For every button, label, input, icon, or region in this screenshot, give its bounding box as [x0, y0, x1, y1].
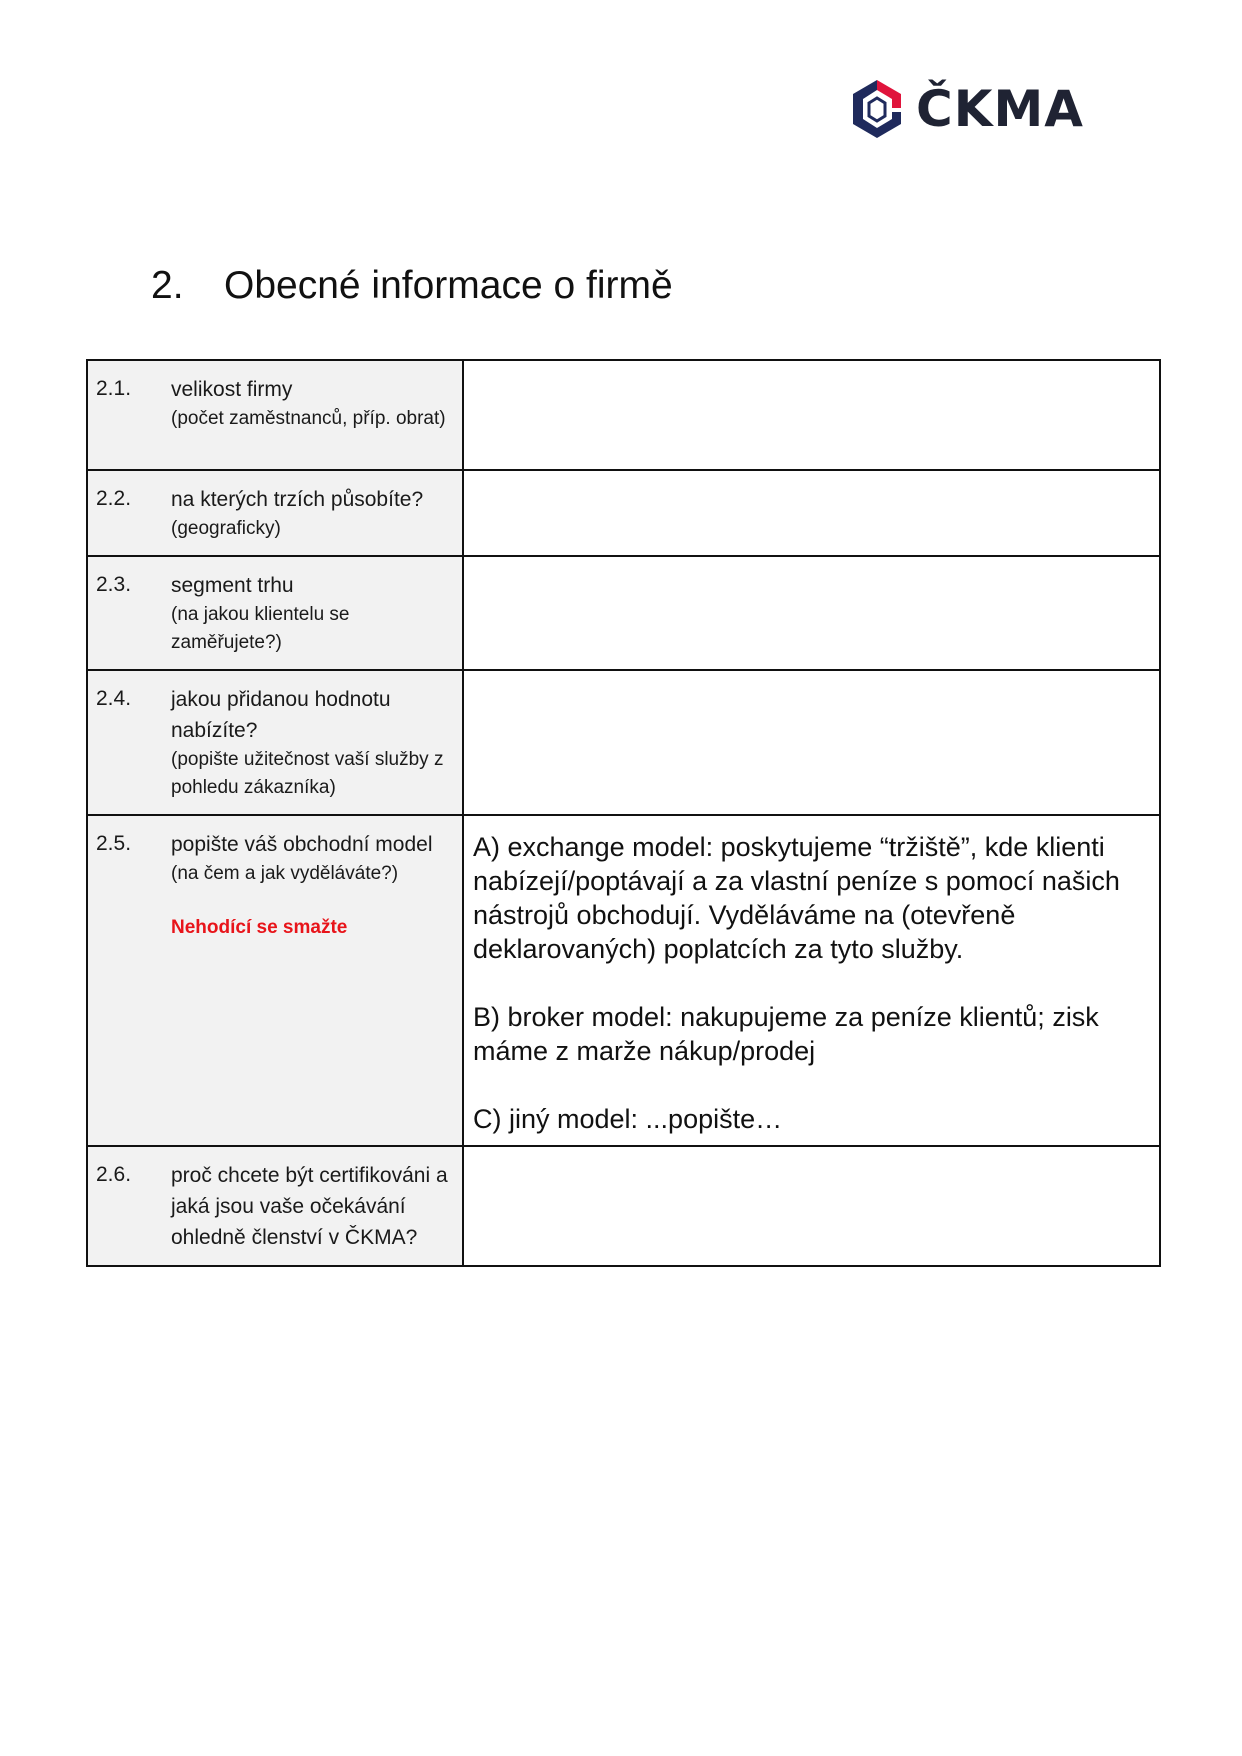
answer-field-company-size[interactable]	[463, 360, 1160, 470]
business-model-option-b: B) broker model: nakupujeme za peníze klientů; zisk máme z marže nákup/prodej	[473, 1002, 1099, 1066]
section-number: 2.	[151, 264, 184, 307]
table-row	[87, 815, 1160, 1146]
question-hint: (na jakou klientelu se zaměřujete?)	[171, 604, 350, 653]
business-model-option-c: C) jiný model: ...popište…	[473, 1104, 783, 1134]
section-heading	[151, 262, 673, 310]
question-text: na kterých trzích působíte?	[171, 488, 424, 511]
question-cell	[87, 360, 463, 470]
delete-inapplicable-note: Nehodící se smažte	[171, 917, 348, 938]
ckma-logo	[848, 78, 1084, 140]
table-row	[87, 556, 1160, 670]
question-text: jakou přidanou hodnotu nabízíte?	[171, 688, 391, 742]
table-row	[87, 1146, 1160, 1266]
table-row	[87, 470, 1160, 556]
ckma-logo-icon	[848, 78, 906, 140]
question-number: 2.5.	[96, 832, 132, 855]
question-text: popište váš obchodní model	[171, 833, 433, 856]
answer-field-market-segment[interactable]	[463, 556, 1160, 670]
question-hint: (popište užitečnost vaší služby z pohledu zákazníka)	[171, 749, 444, 798]
section-title: Obecné informace o firmě	[224, 264, 673, 307]
question-cell	[87, 556, 463, 670]
question-number: 2.1.	[96, 377, 132, 400]
answer-field-certification-reason[interactable]	[463, 1146, 1160, 1266]
question-hint: (počet zaměstnanců, příp. obrat)	[171, 408, 446, 429]
company-info-table	[86, 359, 1161, 1267]
question-number: 2.4.	[96, 687, 132, 710]
business-model-option-a: A) exchange model: poskytujeme “tržiště”, kde klienti nabízejí/poptávají a za vlastní peníze s pomocí našich nástrojů obchodují. Vyděláváme na (otevřeně deklarovaných) poplatcích za tyto služby.	[473, 832, 1120, 964]
question-hint: (na čem a jak vyděláváte?)	[171, 863, 399, 884]
question-text: proč chcete být certifikováni a jaká jsou vaše očekávání ohledně členství v ČKMA?	[171, 1164, 448, 1249]
answer-field-added-value[interactable]	[463, 670, 1160, 815]
table-row	[87, 670, 1160, 815]
question-hint: (geograficky)	[171, 518, 281, 539]
answer-field-business-model[interactable]	[463, 815, 1160, 1146]
question-cell	[87, 815, 463, 1146]
question-text: velikost firmy	[171, 378, 293, 401]
question-number: 2.6.	[96, 1163, 132, 1186]
question-number: 2.3.	[96, 573, 132, 596]
question-cell	[87, 470, 463, 556]
question-cell	[87, 670, 463, 815]
answer-field-markets[interactable]	[463, 470, 1160, 556]
question-number: 2.2.	[96, 487, 132, 510]
logo-text: ČKMA	[916, 80, 1084, 138]
table-row	[87, 360, 1160, 470]
question-text: segment trhu	[171, 574, 294, 597]
question-cell	[87, 1146, 463, 1266]
